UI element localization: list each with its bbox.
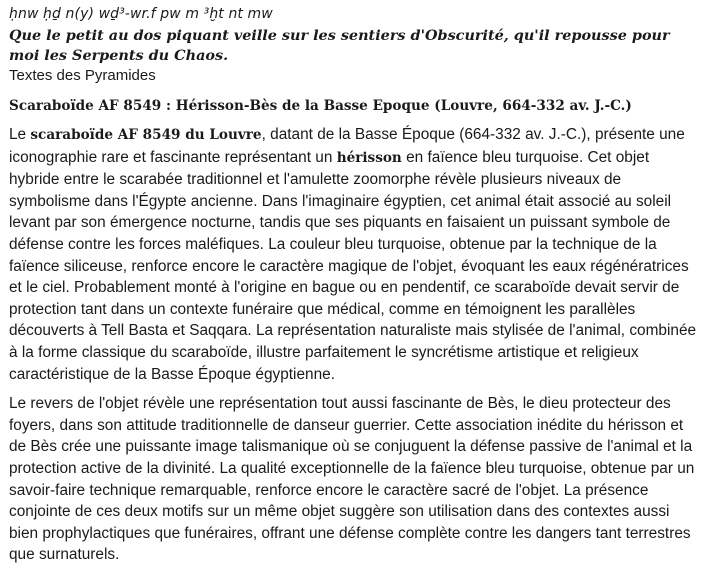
description-paragraph-1 — [9, 124, 699, 385]
quote-line-2-end: . — [223, 47, 229, 64]
para1-hedgehog-emphasis: hérisson — [336, 149, 402, 166]
para1-text-a: Le — [9, 126, 31, 143]
title-date: 664-332 av. J.-C. — [502, 98, 626, 114]
description-paragraph-2: Le revers de l'objet révèle une représentation tout aussi fascinante de Bès, le dieu protecteur des foyers, dans son attitude traditionnelle de danseur guerrier. Cette association inédite du hérisson et de Bès crée une puissante image talismanique où se conjuguent la défense passive de l'animal et la protection active de la divinité. La qualité exceptionnelle de la faïence bleu turquoise, obtenue par un savoir-faire technique remarquable, renforce encore le caractère sacré de l'objet. La présence conjointe de ces deux motifs sur un même objet suggère son utilisation dans des contextes aussi bien prophylactiques que funéraires, offrant une défense complète contre les dangers tant terrestres que surnaturels. — [9, 395, 695, 564]
title-separator: : — [161, 98, 176, 114]
quote-line-1: Que le petit au dos piquant veille sur les sentiers d'Obscurité, qu'il repousse pour — [9, 27, 670, 44]
title-object-name: Hérisson-Bès de la Basse Epoque — [175, 98, 430, 114]
para1-text-b: , datant de la Basse Époque (664-332 av. J.-C.), présente une iconographie rare et fascinante représentant un — [9, 126, 685, 166]
title-comma: , — [492, 98, 503, 114]
quote-serpents-emphasis: Serpents du Chaos — [72, 47, 224, 64]
title-paren-close: ) — [625, 98, 632, 114]
translated-quote — [9, 26, 699, 66]
title-museum: Louvre — [440, 98, 493, 114]
para1-text-c: en faïence bleu turquoise. Cet objet hybride entre le scarabée traditionnel et l'amulette zoomorphe révèle plusieurs niveaux de symbolisme dans l'Égypte ancienne. Dans l'imaginaire égyptien, cet animal était associé au soleil levant par son émergence nocturne, tandis que ses piquants en faisaient un puissant symbole de défense contre les forces maléfiques. La couleur bleu turquoise, obtenue par la technique de la faïence siliceuse, renforce encore le caractère magique de l'objet, évoquant les eaux régénératrices et le ciel. Probablement monté à l'origine en bague ou en pendentif, ce scaraboïde devait servir de protection tant dans un contexte funéraire que médical, comme en témoignent les parallèles découverts à Tell Basta et Saqqara. La représentation naturaliste mais stylisée de l'animal, combinée à la forme classique du scaraboïde, illustre parfaitement le syncrétisme artistique et religieux caractéristique de la Basse Époque égyptienne. — [9, 148, 697, 383]
quote-line-2-start: moi les — [9, 47, 73, 64]
para1-object-emphasis: scaraboïde AF 8549 du Louvre — [30, 127, 262, 143]
title-paren-open: ( — [429, 98, 441, 114]
quote-source: Textes des Pyramides — [9, 67, 156, 84]
egyptian-transliteration: ḥnw ḥḏ n(y) wḏ³-wr.f pw m ³ḫt nt mw — [9, 6, 273, 22]
section-title — [9, 96, 699, 116]
document-page — [9, 5, 699, 566]
title-object-id: Scaraboïde AF 8549 — [9, 98, 162, 114]
